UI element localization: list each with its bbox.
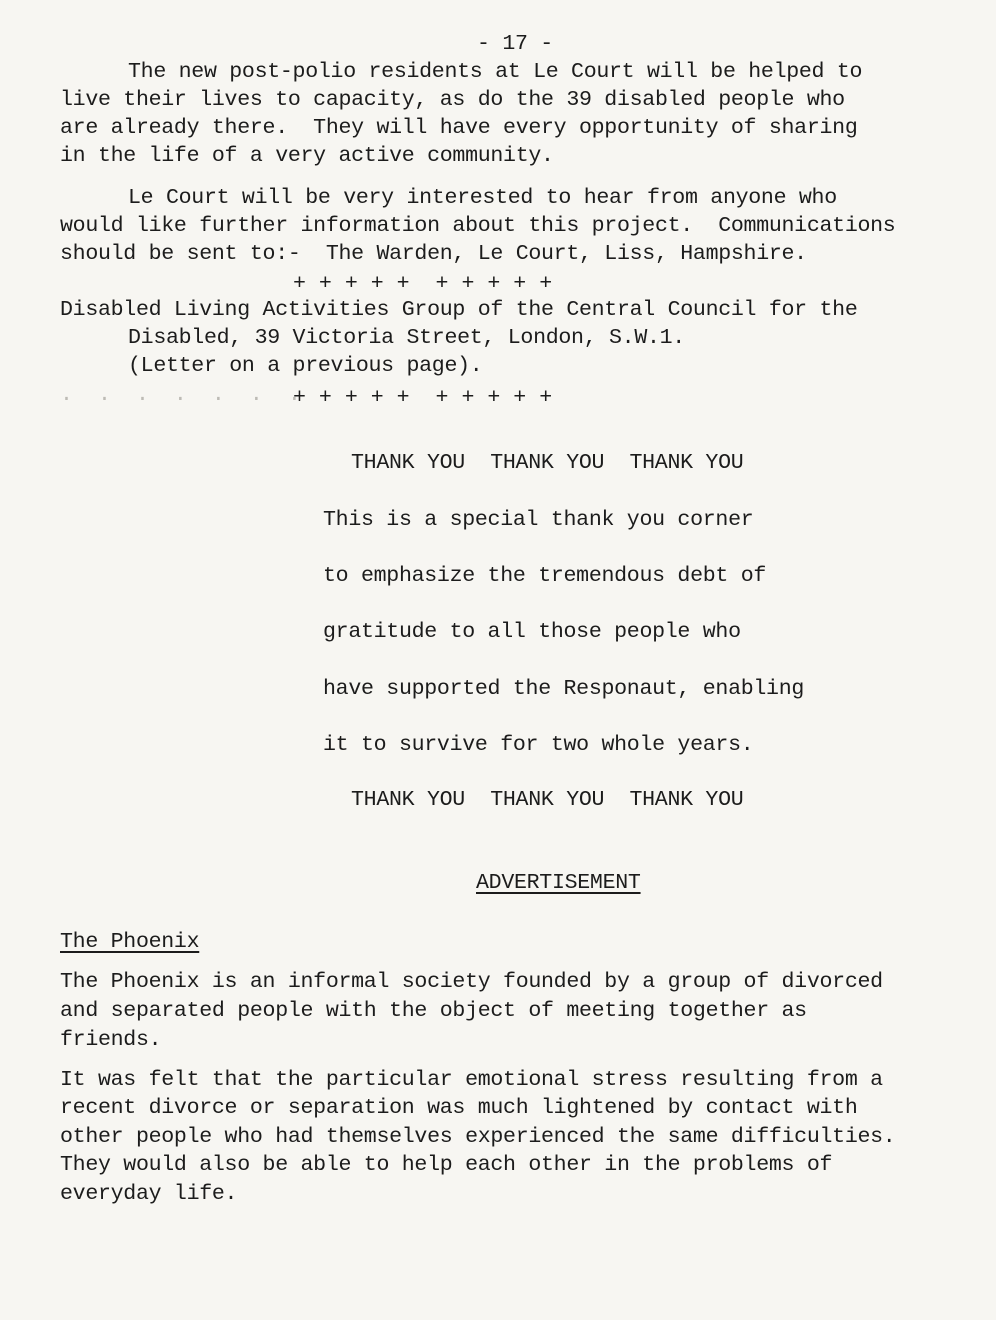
dlag-line3: (Letter on a previous page). bbox=[128, 354, 483, 378]
thank-you-line3: gratitude to all those people who bbox=[323, 620, 741, 644]
page-number: - 17 - bbox=[477, 32, 553, 56]
advertisement-heading: ADVERTISEMENT bbox=[476, 871, 641, 895]
phoenix-para2-line1: It was felt that the particular emotional stress resulting from a bbox=[60, 1068, 883, 1092]
phoenix-para1-line1: The Phoenix is an informal society founded by a group of divorced bbox=[60, 970, 883, 994]
phoenix-para1-line3: friends. bbox=[60, 1028, 162, 1052]
phoenix-para1-line2: and separated people with the object of meeting together as bbox=[60, 999, 807, 1023]
phoenix-para2-line4: They would also be able to help each other in the problems of bbox=[60, 1153, 833, 1177]
thank-you-heading: THANK YOU THANK YOU THANK YOU bbox=[351, 451, 744, 475]
separator-plus-row-2: + + + + + + + + + + bbox=[293, 386, 553, 410]
dlag-line2: Disabled, 39 Victoria Street, London, S.W.1. bbox=[128, 326, 685, 350]
le-court-para2-line2: would like further information about this project. Communications bbox=[60, 214, 896, 238]
le-court-para2-line3: should be sent to:- The Warden, Le Court, Liss, Hampshire. bbox=[60, 242, 807, 266]
phoenix-subheading: The Phoenix bbox=[60, 930, 200, 954]
separator-dots: . . . . . . . bbox=[60, 383, 301, 407]
thank-you-line2: to emphasize the tremendous debt of bbox=[323, 564, 767, 588]
le-court-para2-line1: Le Court will be very interested to hear from anyone who bbox=[128, 186, 837, 210]
thank-you-line4: have supported the Responaut, enabling bbox=[323, 677, 805, 701]
thank-you-line1: This is a special thank you corner bbox=[323, 508, 754, 532]
le-court-para1-line4: in the life of a very active community. bbox=[60, 144, 554, 168]
le-court-para1-line3: are already there. They will have every opportunity of sharing bbox=[60, 116, 858, 140]
dlag-line1: Disabled Living Activities Group of the Central Council for the bbox=[60, 298, 858, 322]
le-court-para1-line1: The new post-polio residents at Le Court will be helped to bbox=[128, 60, 863, 84]
phoenix-para2-line2: recent divorce or separation was much lightened by contact with bbox=[60, 1096, 858, 1120]
le-court-para1-line2: live their lives to capacity, as do the 39 disabled people who bbox=[60, 88, 845, 112]
thank-you-line5: it to survive for two whole years. bbox=[323, 733, 754, 757]
phoenix-para2-line5: everyday life. bbox=[60, 1182, 238, 1206]
phoenix-para2-line3: other people who had themselves experienced the same difficulties. bbox=[60, 1125, 896, 1149]
separator-plus-row-1: + + + + + + + + + + bbox=[293, 272, 553, 296]
thank-you-footer: THANK YOU THANK YOU THANK YOU bbox=[351, 788, 744, 812]
